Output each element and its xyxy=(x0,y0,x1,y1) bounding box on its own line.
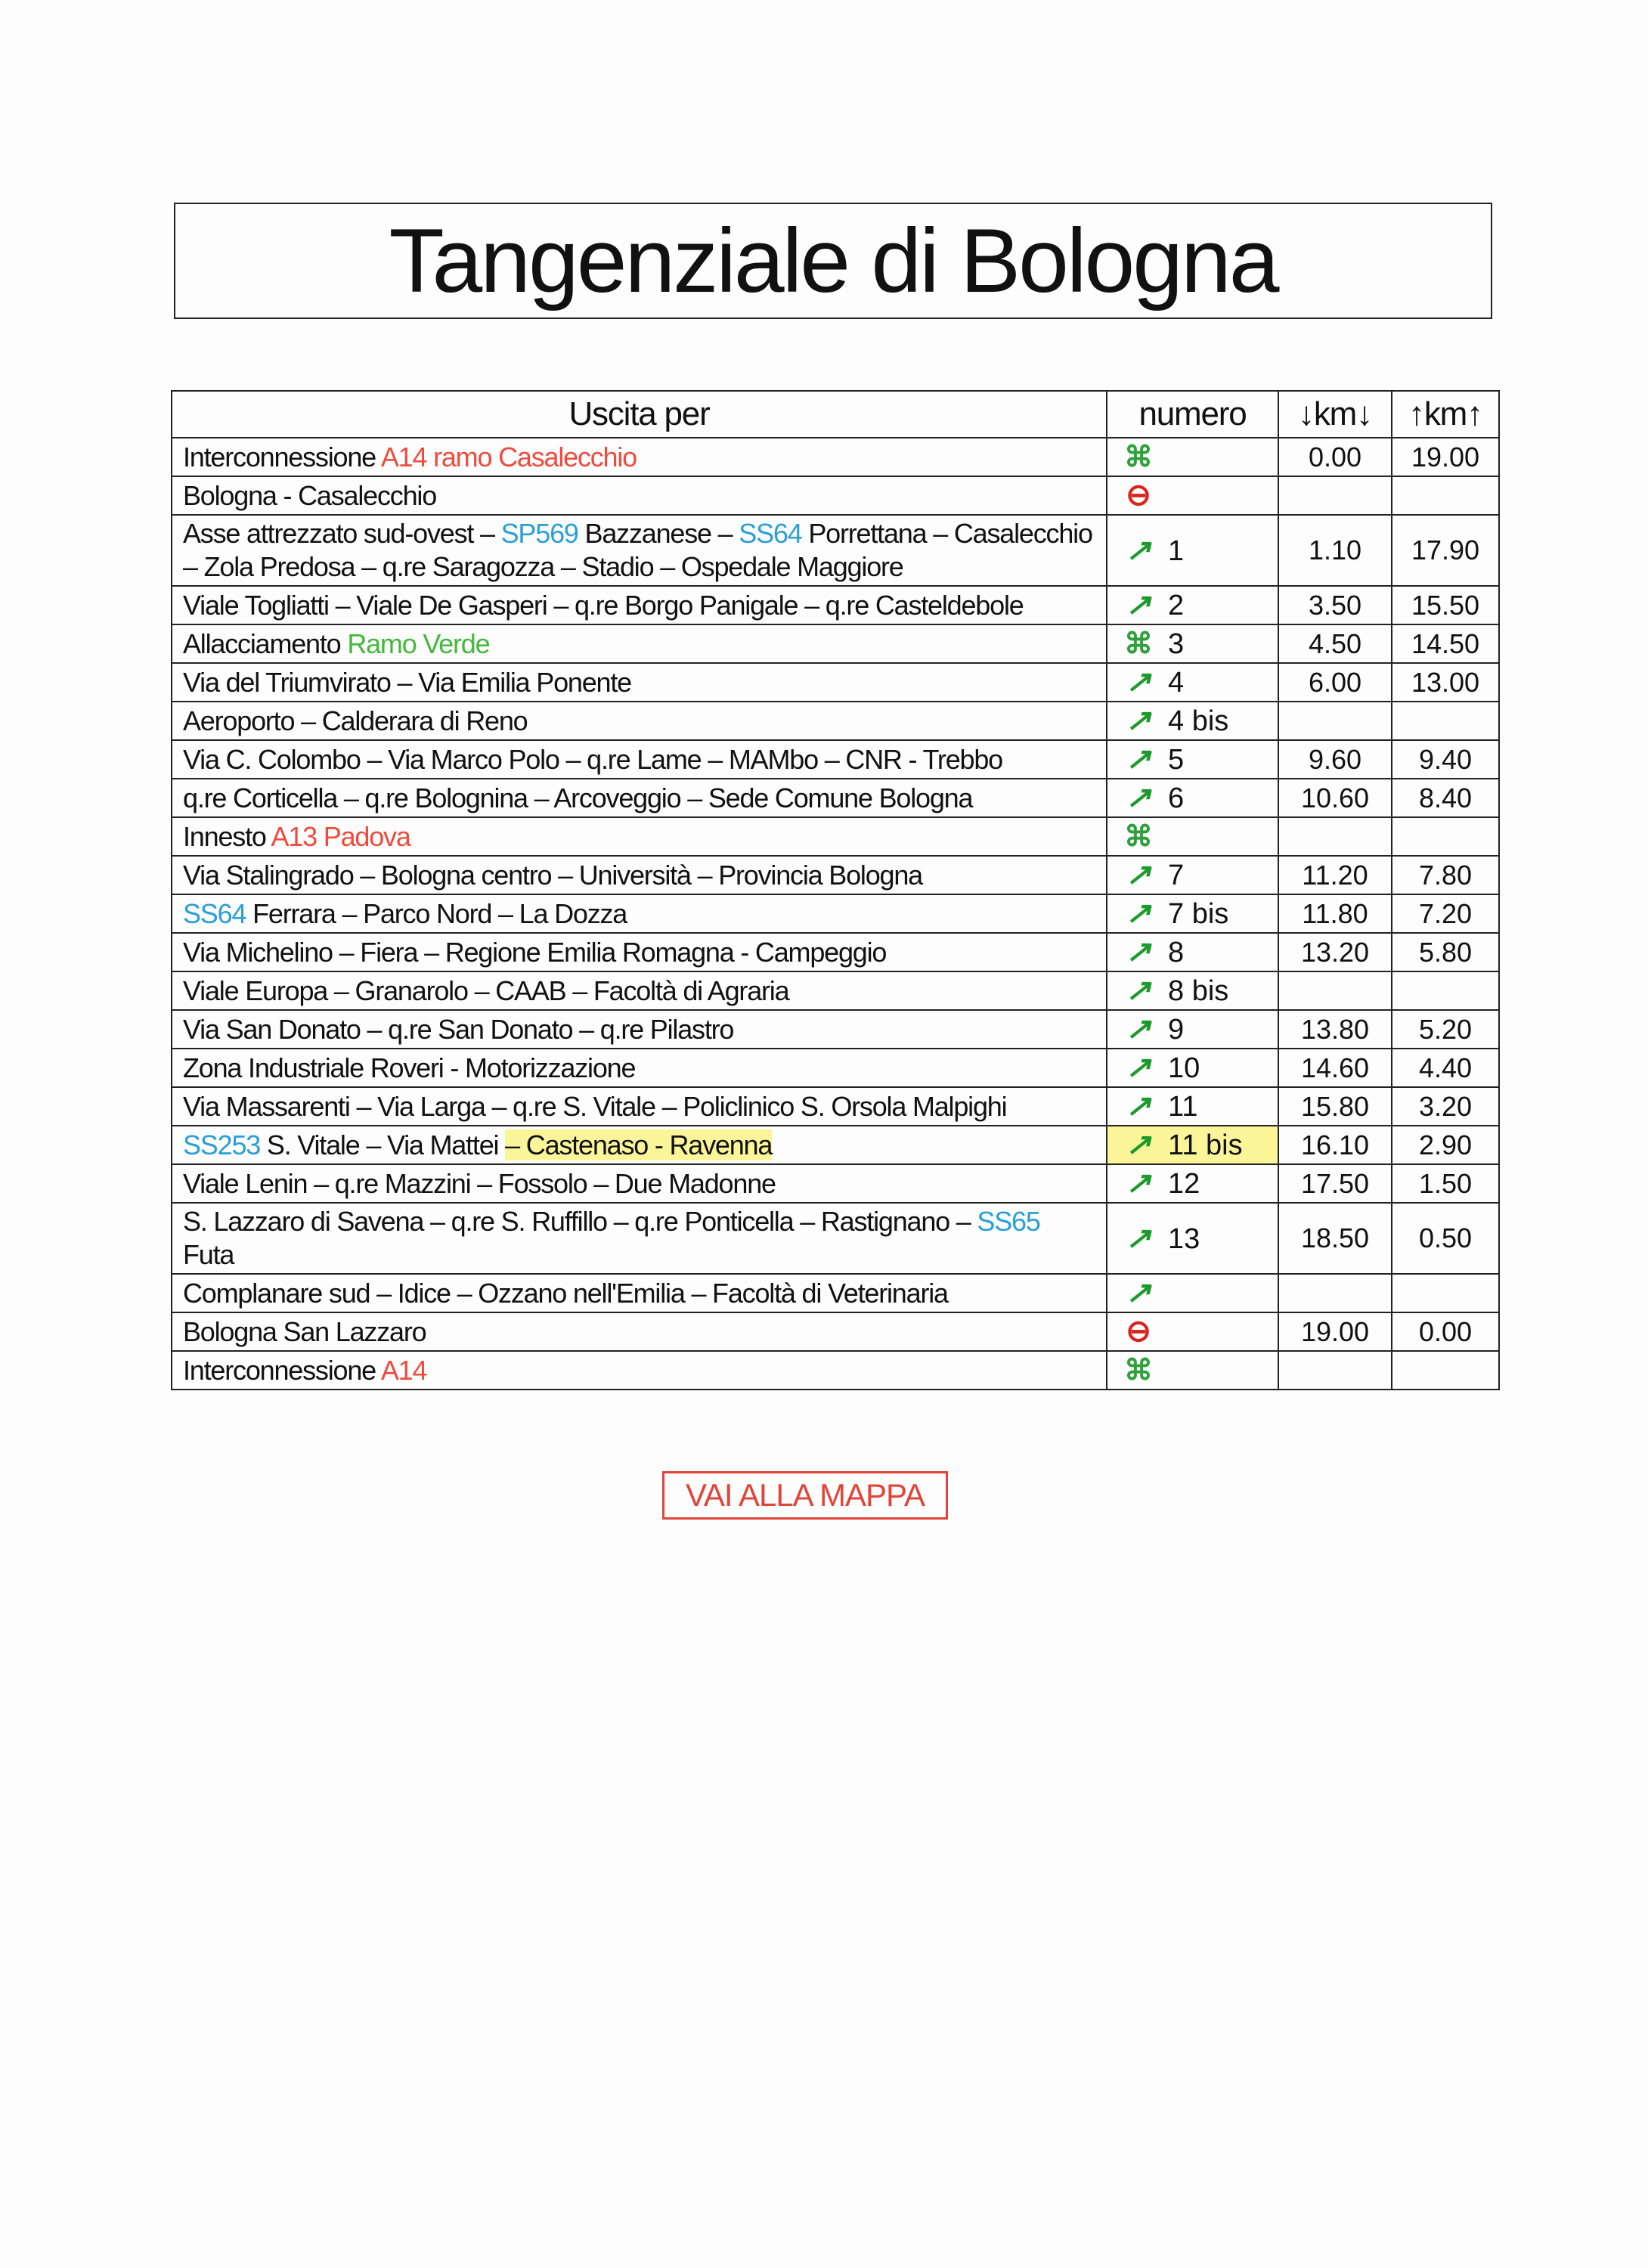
km-up-value xyxy=(1392,476,1499,515)
exit-number: 7 bis xyxy=(1168,898,1229,930)
table-row xyxy=(172,438,1499,476)
destination-segment: Ramo Verde xyxy=(347,627,490,659)
exit-arrow-icon: ↗ xyxy=(1126,742,1151,776)
table-row xyxy=(172,1351,1499,1390)
exit-destination xyxy=(172,663,1107,702)
exit-number-cell xyxy=(1107,1126,1278,1164)
header-uscita: Uscita per xyxy=(172,391,1107,438)
km-up-value: 13.00 xyxy=(1392,663,1499,702)
exits-table xyxy=(171,390,1500,1390)
km-up-value: 8.40 xyxy=(1392,779,1499,817)
km-up-value: 5.80 xyxy=(1392,933,1499,971)
destination-segment: Bologna - Casalecchio xyxy=(183,479,437,511)
exit-number-cell xyxy=(1107,624,1278,663)
km-up-value xyxy=(1392,1274,1499,1312)
exit-destination xyxy=(172,894,1107,933)
destination-segment: Porrettana – Casalecchio – Zola Predosa – q.re Saragozza – Stadio – Ospedale Maggiore xyxy=(183,518,1092,582)
table-row xyxy=(172,663,1499,702)
exit-number: 1 xyxy=(1168,534,1185,567)
exit-destination xyxy=(172,1087,1107,1126)
destination-segment: Via C. Colombo – Via Marco Polo – q.re Lame – MAMbo – CNR - Trebbo xyxy=(183,743,1002,775)
motorway-junction-icon: ⌘ xyxy=(1124,627,1153,660)
destination-segment: Aeroporto – Calderara di Reno xyxy=(183,705,528,736)
exit-destination xyxy=(172,856,1107,894)
exit-arrow-icon: ↗ xyxy=(1126,665,1151,699)
km-up-value: 1.50 xyxy=(1392,1164,1499,1203)
km-up-value: 5.20 xyxy=(1392,1010,1499,1049)
table-row xyxy=(172,476,1499,515)
exit-number-cell xyxy=(1107,971,1278,1010)
exit-number-cell xyxy=(1107,1203,1278,1274)
km-up-value: 9.40 xyxy=(1392,740,1499,779)
exit-number: 13 xyxy=(1168,1222,1200,1255)
table-row xyxy=(172,933,1499,971)
destination-segment: S. Lazzaro di Savena – q.re S. Ruffillo – q.re Ponticella – Rastignano – xyxy=(183,1206,977,1237)
destination-segment: Asse attrezzato sud-ovest – xyxy=(183,518,501,549)
map-link-button[interactable]: VAI ALLA MAPPA xyxy=(662,1471,948,1520)
table-row xyxy=(172,779,1499,817)
km-down-value xyxy=(1278,1274,1392,1312)
exit-number-cell xyxy=(1107,586,1278,624)
exit-number: 3 xyxy=(1168,627,1185,660)
km-down-value: 13.20 xyxy=(1278,933,1392,971)
km-down-value: 13.80 xyxy=(1278,1010,1392,1049)
km-up-value xyxy=(1392,702,1499,740)
motorway-junction-icon: ⌘ xyxy=(1124,441,1153,473)
km-down-value: 14.60 xyxy=(1278,1049,1392,1087)
destination-segment: Complanare sud – Idice – Ozzano nell'Emilia – Facoltà di Veterinaria xyxy=(183,1277,948,1309)
km-down-value: 9.60 xyxy=(1278,740,1392,779)
exit-number-cell xyxy=(1107,438,1278,476)
exit-number: 5 xyxy=(1168,744,1185,776)
no-entry-icon: ⊖ xyxy=(1126,479,1151,512)
exit-destination xyxy=(172,1164,1107,1203)
exit-destination xyxy=(172,1126,1107,1164)
exit-number: 2 xyxy=(1168,590,1185,621)
km-up-value: 4.40 xyxy=(1392,1049,1499,1087)
exit-number-cell xyxy=(1107,663,1278,702)
km-down-value: 11.20 xyxy=(1278,856,1392,894)
exit-arrow-icon: ↗ xyxy=(1126,533,1151,567)
table-row xyxy=(172,1274,1499,1312)
exit-arrow-icon: ↗ xyxy=(1126,1051,1151,1084)
destination-segment: Viale Lenin – q.re Mazzini – Fossolo – Due Madonne xyxy=(183,1167,776,1199)
km-down-value: 16.10 xyxy=(1278,1126,1392,1164)
exit-arrow-icon: ↗ xyxy=(1126,1167,1151,1200)
exit-number-cell xyxy=(1107,1351,1278,1390)
destination-segment: – Castenaso - Ravenna xyxy=(505,1129,773,1160)
destination-segment: Via Stalingrado – Bologna centro – Università – Provincia Bologna xyxy=(183,859,922,891)
exit-number-cell xyxy=(1107,933,1278,971)
exit-destination xyxy=(172,1203,1107,1274)
km-up-value xyxy=(1392,1351,1499,1390)
km-up-value: 0.50 xyxy=(1392,1203,1499,1274)
km-up-value: 2.90 xyxy=(1392,1126,1499,1164)
destination-segment: A13 Padova xyxy=(271,820,410,852)
exit-number-cell xyxy=(1107,1087,1278,1126)
exit-destination xyxy=(172,817,1107,856)
table-row xyxy=(172,817,1499,856)
destination-segment: Via Massarenti – Via Larga – q.re S. Vitale – Policlinico S. Orsola Malpighi xyxy=(183,1090,1007,1122)
exit-destination xyxy=(172,1351,1107,1390)
km-down-value xyxy=(1278,817,1392,856)
destination-segment: Interconnessione xyxy=(183,1354,381,1386)
exit-number: 6 xyxy=(1168,782,1185,814)
exit-arrow-icon: ↗ xyxy=(1126,704,1151,737)
km-down-value: 0.00 xyxy=(1278,438,1392,476)
destination-segment: SP569 xyxy=(500,518,578,549)
km-down-value: 1.10 xyxy=(1278,515,1392,586)
destination-segment: S. Vitale – Via Mattei xyxy=(260,1129,506,1160)
exit-number: 12 xyxy=(1168,1168,1200,1200)
page-title: Tangenziale di Bologna xyxy=(389,210,1278,311)
km-down-value: 3.50 xyxy=(1278,586,1392,624)
exit-number-cell xyxy=(1107,1010,1278,1049)
destination-segment: SS253 xyxy=(183,1129,261,1160)
km-down-value: 4.50 xyxy=(1278,624,1392,663)
exit-number-cell xyxy=(1107,740,1278,779)
destination-segment: A14 ramo Casalecchio xyxy=(380,441,637,472)
table-row xyxy=(172,1010,1499,1049)
km-down-value: 15.80 xyxy=(1278,1087,1392,1126)
km-up-value: 17.90 xyxy=(1392,515,1499,586)
header-km-down: ↓km↓ xyxy=(1278,391,1392,438)
km-down-value: 19.00 xyxy=(1278,1312,1392,1351)
km-down-value xyxy=(1278,702,1392,740)
table-row xyxy=(172,515,1499,586)
exit-number-cell xyxy=(1107,1164,1278,1203)
table-row xyxy=(172,1126,1499,1164)
exit-destination xyxy=(172,933,1107,971)
destination-segment: Via del Triumvirato – Via Emilia Ponente xyxy=(183,666,632,698)
km-down-value xyxy=(1278,476,1392,515)
exit-destination xyxy=(172,702,1107,740)
header-km-up: ↑km↑ xyxy=(1392,391,1499,438)
destination-segment: Zona Industriale Roveri - Motorizzazione xyxy=(183,1052,636,1083)
destination-segment: Allacciamento xyxy=(183,627,348,659)
exit-arrow-icon: ↗ xyxy=(1126,974,1151,1007)
exit-arrow-icon: ↗ xyxy=(1126,781,1151,814)
exit-number: 9 xyxy=(1168,1014,1185,1046)
exit-number: 11 bis xyxy=(1168,1129,1243,1161)
destination-segment: Bazzanese – xyxy=(578,518,739,549)
km-up-value: 19.00 xyxy=(1392,438,1499,476)
exit-destination xyxy=(172,1274,1107,1312)
exit-destination xyxy=(172,779,1107,817)
km-up-value: 7.20 xyxy=(1392,894,1499,933)
exit-number-cell xyxy=(1107,894,1278,933)
destination-segment: Ferrara – Parco Nord – La Dozza xyxy=(246,897,627,929)
km-up-value: 15.50 xyxy=(1392,586,1499,624)
destination-segment: SS64 xyxy=(183,897,246,929)
motorway-junction-icon: ⌘ xyxy=(1124,820,1153,853)
exit-number-cell xyxy=(1107,476,1278,515)
exit-destination xyxy=(172,1010,1107,1049)
km-down-value: 18.50 xyxy=(1278,1203,1392,1274)
table-row xyxy=(172,1049,1499,1087)
exit-destination xyxy=(172,740,1107,779)
exit-number-cell xyxy=(1107,1312,1278,1351)
exit-destination xyxy=(172,515,1107,586)
destination-segment: Innesto xyxy=(183,820,271,852)
destination-segment: SS64 xyxy=(739,518,802,549)
exit-number-cell xyxy=(1107,856,1278,894)
km-up-value xyxy=(1392,971,1499,1010)
table-row xyxy=(172,702,1499,740)
km-down-value xyxy=(1278,971,1392,1010)
table-row xyxy=(172,894,1499,933)
table-row xyxy=(172,971,1499,1010)
km-down-value: 11.80 xyxy=(1278,894,1392,933)
exit-arrow-icon: ↗ xyxy=(1126,1012,1151,1046)
destination-segment: Via San Donato – q.re San Donato – q.re Pilastro xyxy=(183,1013,734,1045)
exit-destination xyxy=(172,438,1107,476)
km-up-value: 3.20 xyxy=(1392,1087,1499,1126)
exit-number: 10 xyxy=(1168,1052,1200,1084)
exit-arrow-icon: ↗ xyxy=(1126,858,1151,891)
exit-number-cell xyxy=(1107,817,1278,856)
exit-number-cell xyxy=(1107,515,1278,586)
exit-arrow-icon: ↗ xyxy=(1126,1089,1151,1123)
km-up-value: 7.80 xyxy=(1392,856,1499,894)
table-row xyxy=(172,586,1499,624)
exit-number-cell xyxy=(1107,779,1278,817)
destination-segment: Interconnessione xyxy=(183,441,381,472)
header-numero: numero xyxy=(1107,391,1278,438)
km-down-value: 17.50 xyxy=(1278,1164,1392,1203)
exit-destination xyxy=(172,586,1107,624)
table-row xyxy=(172,1164,1499,1203)
destination-segment: Viale Togliatti – Viale De Gasperi – q.re Borgo Panigale – q.re Casteldebole xyxy=(183,589,1024,621)
km-up-value: 0.00 xyxy=(1392,1312,1499,1351)
km-down-value xyxy=(1278,1351,1392,1390)
destination-segment: SS65 xyxy=(977,1206,1040,1237)
destination-segment: Futa xyxy=(183,1239,234,1270)
destination-segment: q.re Corticella – q.re Bolognina – Arcoveggio – Sede Comune Bologna xyxy=(183,782,973,813)
destination-segment: A14 xyxy=(380,1354,427,1386)
table-row xyxy=(172,1203,1499,1274)
table-row xyxy=(172,1312,1499,1351)
exit-number-cell xyxy=(1107,702,1278,740)
destination-segment: Via Michelino – Fiera – Regione Emilia Romagna - Campeggio xyxy=(183,936,887,968)
exit-arrow-icon: ↗ xyxy=(1126,1128,1151,1161)
destination-segment: Viale Europa – Granarolo – CAAB – Facoltà di Agraria xyxy=(183,974,789,1006)
exit-number: 7 xyxy=(1168,860,1185,891)
km-up-value: 14.50 xyxy=(1392,624,1499,663)
table-row xyxy=(172,624,1499,663)
exit-number: 4 xyxy=(1168,667,1185,699)
exit-number-cell xyxy=(1107,1049,1278,1087)
table-row xyxy=(172,740,1499,779)
exits-table-body xyxy=(172,438,1499,1390)
exit-number: 8 xyxy=(1168,937,1185,968)
exit-number: 11 xyxy=(1168,1091,1198,1123)
header-row xyxy=(172,391,1499,438)
km-down-value: 6.00 xyxy=(1278,663,1392,702)
exit-number: 4 bis xyxy=(1168,705,1229,737)
exit-destination xyxy=(172,476,1107,515)
table-row xyxy=(172,856,1499,894)
exit-destination xyxy=(172,1049,1107,1087)
exit-arrow-icon: ↗ xyxy=(1126,1276,1151,1309)
exit-number: 8 bis xyxy=(1168,975,1229,1007)
exit-arrow-icon: ↗ xyxy=(1126,935,1151,968)
table-row xyxy=(172,1087,1499,1126)
destination-segment: Bologna San Lazzaro xyxy=(183,1315,426,1347)
exit-arrow-icon: ↗ xyxy=(1126,1221,1151,1255)
exit-destination xyxy=(172,624,1107,663)
exit-arrow-icon: ↗ xyxy=(1126,588,1151,621)
km-up-value xyxy=(1392,817,1499,856)
exit-number-cell xyxy=(1107,1274,1278,1312)
exit-arrow-icon: ↗ xyxy=(1126,897,1151,930)
title-box xyxy=(174,203,1492,319)
km-down-value: 10.60 xyxy=(1278,779,1392,817)
no-entry-icon: ⊖ xyxy=(1126,1315,1151,1348)
exit-destination xyxy=(172,971,1107,1010)
motorway-junction-icon: ⌘ xyxy=(1124,1354,1153,1387)
exit-destination xyxy=(172,1312,1107,1351)
